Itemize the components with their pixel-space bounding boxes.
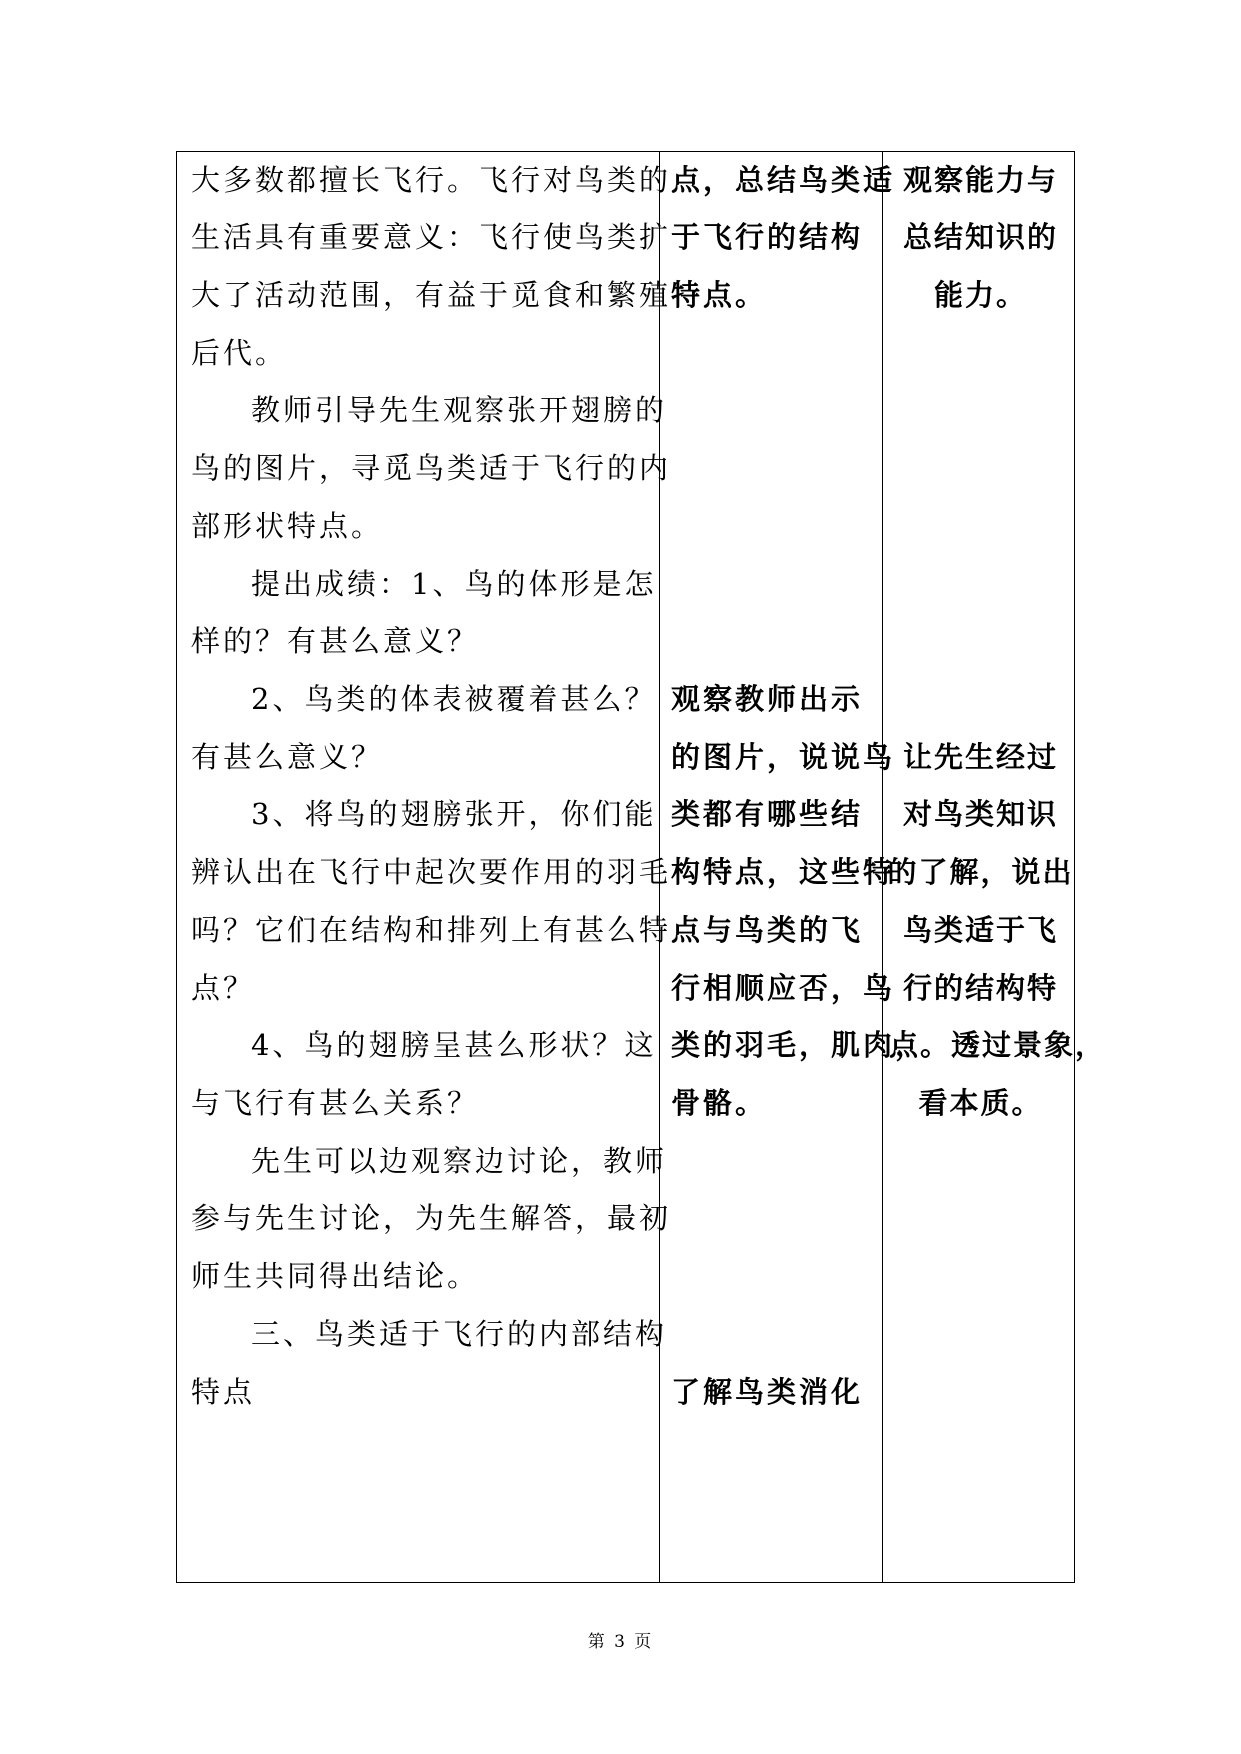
content-line: 有甚么意义？ [191, 740, 384, 774]
intent-line: 鸟类适于飞 [902, 913, 1058, 947]
content-line: 教师引导先生观察张开翅膀的 [251, 393, 668, 427]
content-line: 吗？它们在结构和排列上有甚么特 [191, 913, 672, 947]
content-line: 辨认出在飞行中起次要作用的羽毛 [191, 855, 672, 889]
activity-line: 骨骼。 [671, 1086, 768, 1120]
activity-line: 特点。 [671, 278, 768, 312]
intent-line: 对鸟类知识 [902, 797, 1058, 831]
activity-line: 于飞行的结构 [671, 220, 864, 254]
content-line: 2、鸟类的体表被覆着甚么？ [251, 682, 657, 716]
content-line: 后代。 [191, 336, 288, 370]
content-line: 点？ [191, 971, 256, 1005]
content-line: 参与先生讨论，为先生解答，最初 [191, 1201, 672, 1235]
content-line: 鸟的图片，寻觅鸟类适于飞行的内 [191, 451, 672, 485]
intent-line: 看本质。 [918, 1086, 1043, 1120]
intent-line: 观察能力与 [902, 163, 1058, 197]
activity-line: 点，总结鸟类适 [671, 163, 896, 197]
intent-line: 能力。 [933, 278, 1027, 312]
content-line: 大了活动范围，有益于觅食和繁殖 [191, 278, 672, 312]
activity-line: 点与鸟类的飞 [671, 913, 864, 947]
page-number: 第 3 页 [587, 1632, 654, 1652]
intent-line: 的了解，说出 [887, 855, 1074, 889]
content-line: 提出成绩：1、鸟的体形是怎 [251, 567, 657, 601]
activity-line: 行相顺应否，鸟 [671, 971, 896, 1005]
content-line: 生活具有重要意义：飞行使鸟类扩 [191, 220, 672, 254]
activity-line: 类都有哪些结 [671, 797, 864, 831]
lesson-plan-table [176, 151, 1107, 1583]
activity-line: 观察教师出示 [671, 682, 864, 716]
content-line: 先生可以边观察边讨论，教师 [251, 1144, 668, 1178]
intent-line: 总结知识的 [902, 220, 1058, 254]
content-line: 特点 [191, 1375, 256, 1409]
content-line: 三、鸟类适于飞行的内部结构 [251, 1317, 668, 1351]
activity-line: 类的羽毛，肌肉， [671, 1028, 928, 1062]
intent-line: 让先生经过 [902, 740, 1058, 774]
intent-line: 点。透过景象， [889, 1028, 1107, 1062]
content-line: 3、将鸟的翅膀张开，你们能 [251, 797, 657, 831]
activity-line: 构特点，这些特 [671, 855, 896, 889]
intent-line: 行的结构特 [902, 971, 1058, 1005]
content-line: 大多数都擅长飞行。飞行对鸟类的 [191, 163, 672, 197]
activity-line: 的图片，说说鸟 [671, 740, 896, 774]
content-line: 师生共同得出结论。 [191, 1259, 480, 1293]
content-line: 4、鸟的翅膀呈甚么形状？这 [251, 1028, 657, 1062]
activity-line: 了解鸟类消化 [671, 1375, 864, 1409]
content-line: 部形状特点。 [191, 509, 384, 543]
content-line: 与飞行有甚么关系？ [191, 1086, 480, 1120]
content-line: 样的？有甚么意义？ [191, 624, 480, 658]
